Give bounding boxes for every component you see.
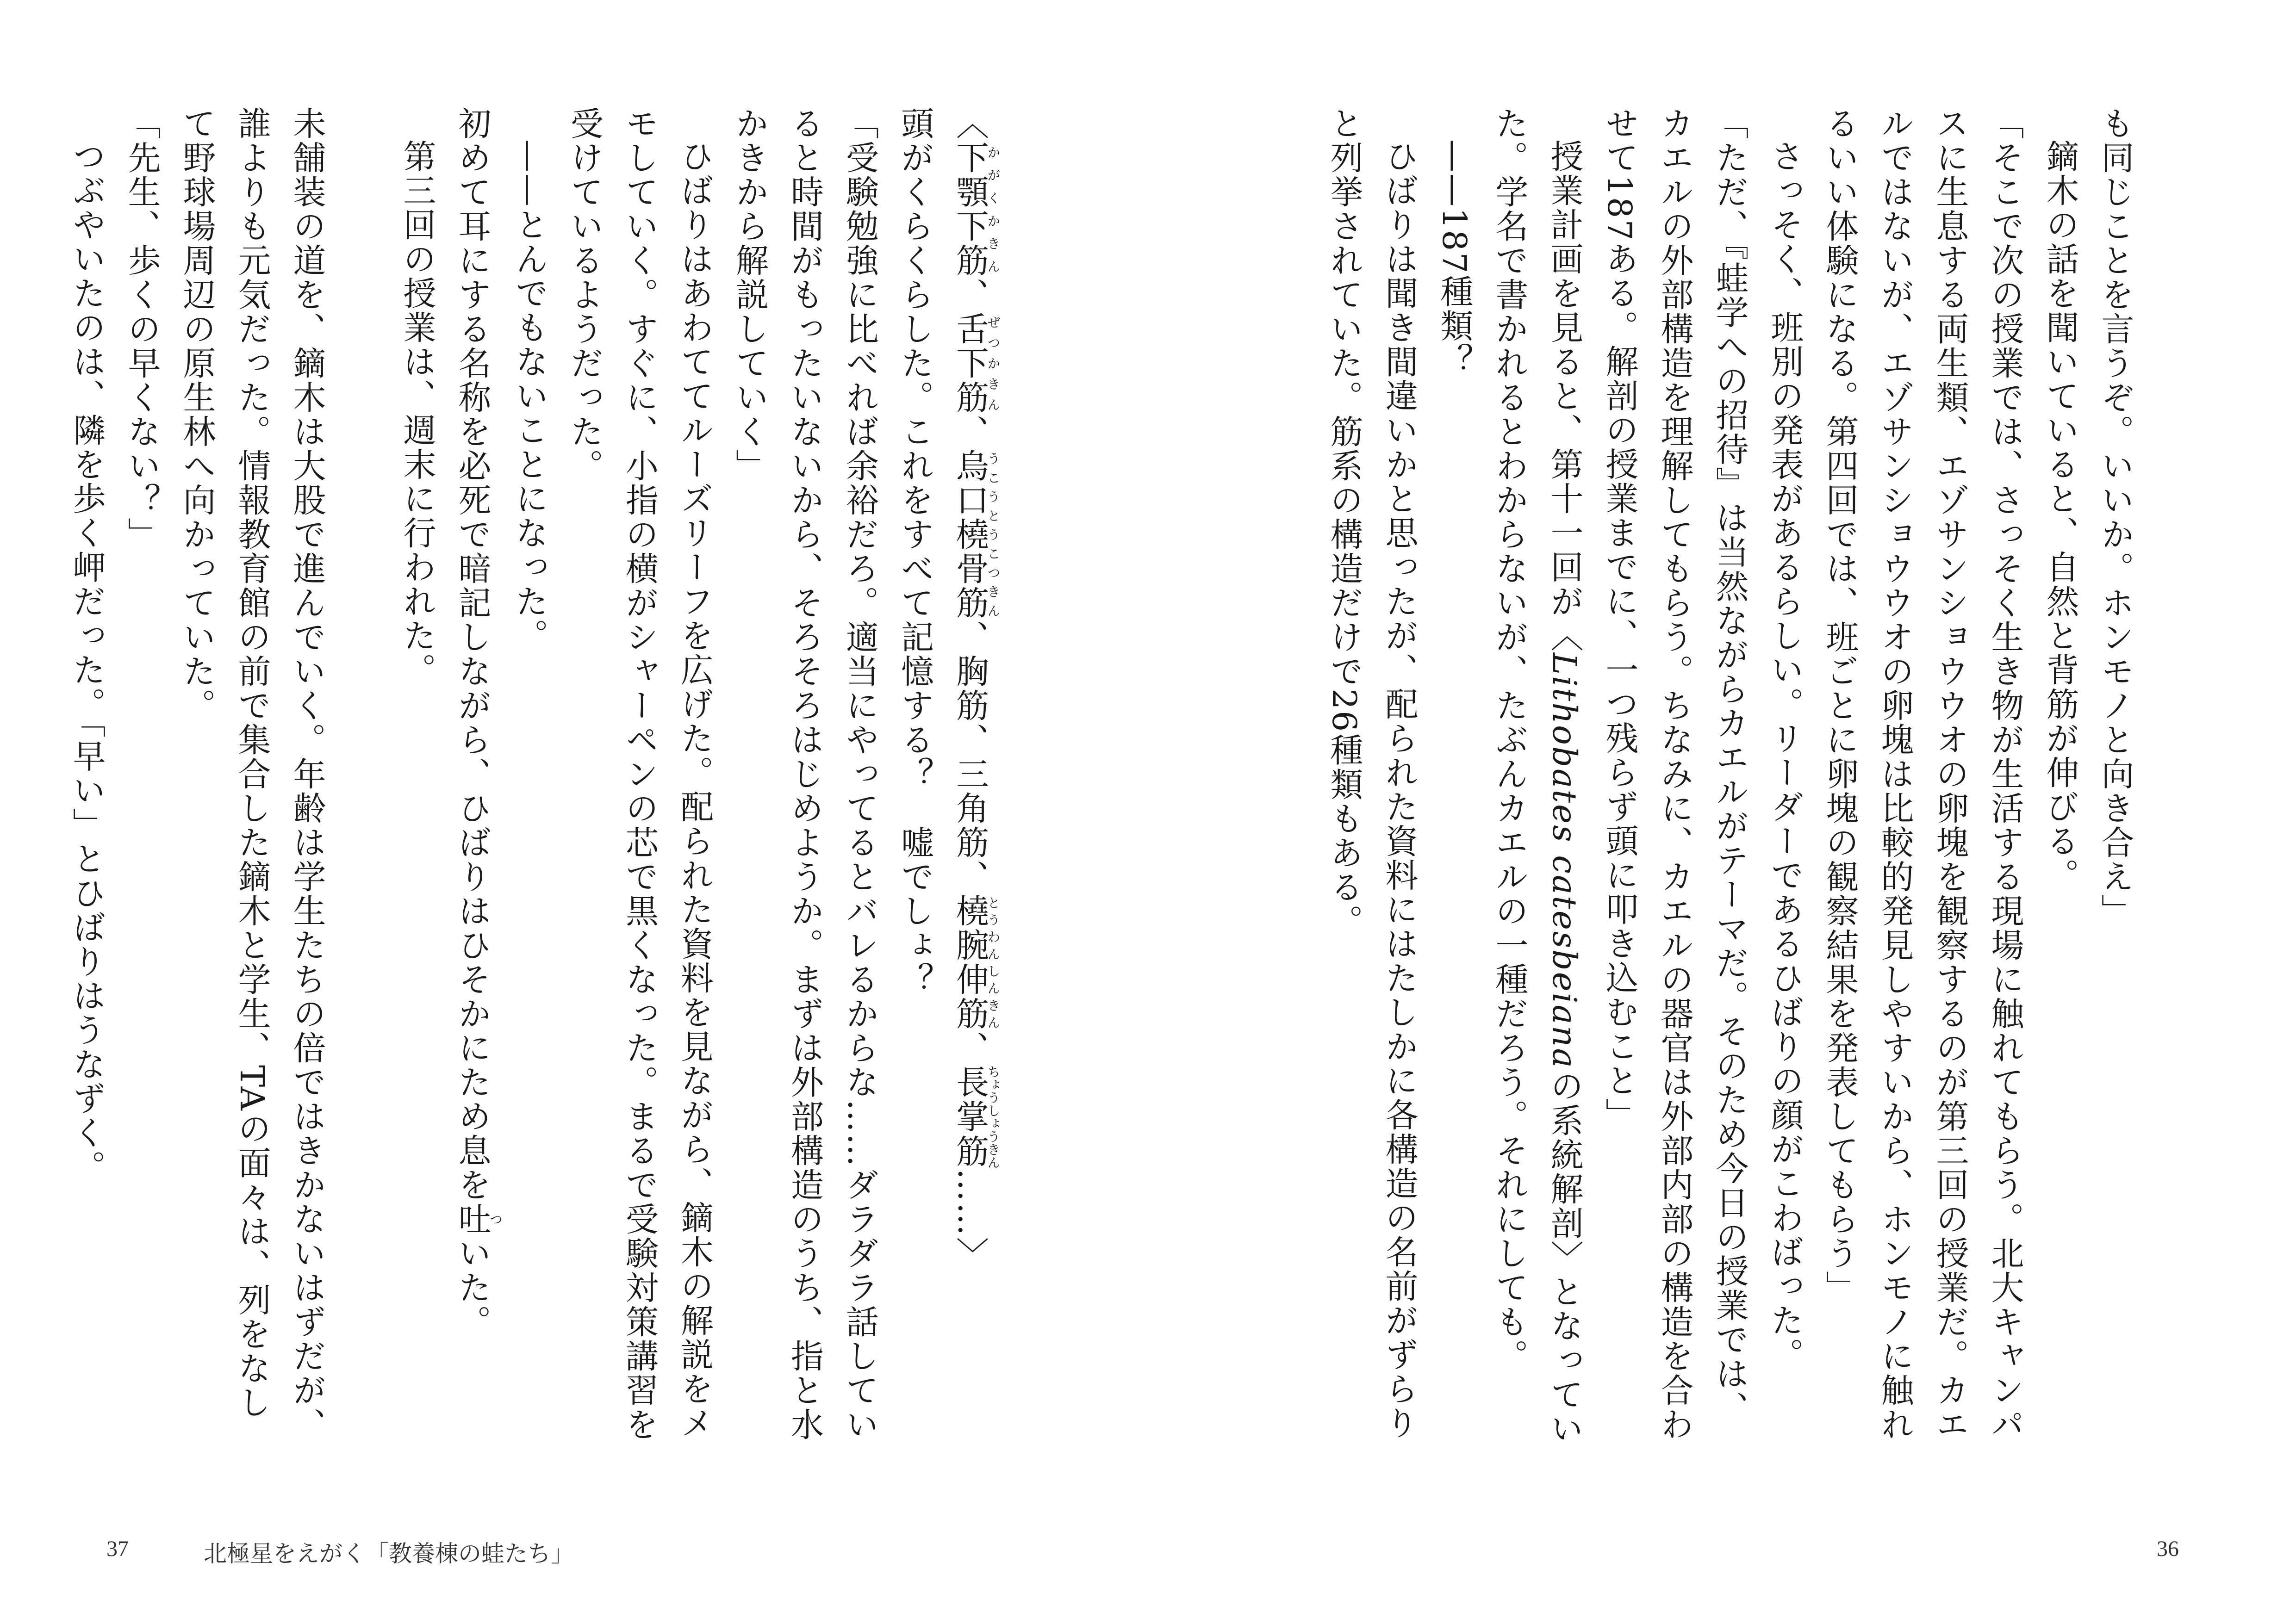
paragraph: 第三回の授業は、週末に行われた。	[398, 139, 436, 687]
paragraph: も同じことを言うぞ。いいか。ホンモノと向き合え」	[2096, 106, 2134, 928]
paragraph: ——187種類？	[1435, 139, 1474, 378]
paragraph: 鏑木の話を聞いていると、自然と背筋が伸びる。	[2041, 139, 2079, 893]
muscle-term: 舌下筋ぜつかきん	[951, 312, 1001, 415]
paragraph: 「ただ、『蛙学への招待』は当然ながらカエルがテーマだ。そのため今日の授業では、カエルの外部構造を理解してもらう。ちなみに、カエルの器官は外部内部の構造を合わせて187ある。解剖の授業までに、一つ残らず頭に叩き込むこと」	[1600, 106, 1749, 1442]
muscle-list: 〈下顎下筋かがくかきん、舌下筋ぜつかきん、烏口橈骨筋うこうとうこつきん、胸筋、三角筋、橈腕伸筋とうわんしんきん、長掌筋ちょうしょうきん……〉	[951, 106, 1001, 1271]
paragraph: 未舗装の道を、鏑木は大股で進んでいく。年齢は学生たちの倍ではきかないはずだが、誰よりも元気だった。情報教育館の前で集合した鏑木と学生、TAの面々は、列をなして野球場周辺の原生林へ向かっていた。	[178, 106, 326, 1442]
left-page	[68, 106, 1001, 1448]
muscle-term: 三角筋	[951, 757, 989, 860]
running-head: 北極星をえがく「教養棟の蛙たち」	[204, 1540, 574, 1567]
paragraph: 初めて耳にする名称を必死で暗記しながら、ひばりはひそかにため息を吐ついた。	[453, 106, 503, 1339]
paragraph: ——とんでもないことになった。	[510, 139, 549, 653]
bracket-close: ……〉	[951, 1168, 989, 1271]
paragraph: さっそく、班別の発表があるらしい。リーダーであるひばりの顔がこわばった。	[1766, 139, 1804, 1372]
right-page-text	[1317, 106, 2143, 1448]
syllabus-rest: の系統解剖〉となっていた。学名で書かれるとわからないが、たぶんカエルの一種だろう。それにしても。	[1490, 106, 1584, 1446]
sigh-verb: 吐つ	[453, 1202, 503, 1236]
muscle-term: 烏口橈骨筋うこうとうこつきん	[951, 449, 1001, 620]
paragraph: 「先生、歩くの早くない？」	[123, 106, 161, 552]
paragraph: 「そこで次の授業では、さっそく生き物が生活する現場に触れてもらう。北大キャンパスに生息する両生類、エゾサンショウウオの卵塊を観察するのが第三回の授業だ。カエルではないが、エゾサンショウウオの卵塊は比較的発見しやすいから、ホンモノに触れるいい体験になる。第四回では、班ごとに卵塊の観察結果を発表してもらう」	[1821, 106, 2024, 1442]
paragraph: つぶやいたのは、隣を歩く岬だった。「早い」とひばりはうなずく。	[68, 139, 106, 1184]
page-number-left: 37	[106, 1537, 129, 1561]
muscle-term: 長掌筋ちょうしょうきん	[951, 1065, 1001, 1169]
right-page	[1240, 106, 2143, 1448]
bracket-open: 〈	[951, 106, 989, 141]
page-number-right: 36	[2157, 1537, 2179, 1561]
paragraph: 「受験勉強に比べれば余裕だろ。適当にやってるとバレるからな……ダラダラ話していると時間がもったいないから、そろそろはじめようか。まずは外部構造のうち、指と水かきから解説していく」	[730, 106, 879, 1442]
syllabus-lead: 授業計画を見ると、第十一回が〈	[1545, 139, 1584, 653]
muscle-term: 胸筋	[951, 654, 989, 723]
muscle-term: 橈腕伸筋とうわんしんきん	[951, 894, 1001, 1031]
syllabus-paragraph	[1482, 106, 1592, 1448]
paragraph: ひばりはあわててルーズリーフを広げた。配られた資料を見ながら、鏑木の解説をメモしていく。すぐに、小指の横がシャーペンの芯で黒くなった。まるで受験対策講習を受けているようだった。	[565, 106, 714, 1442]
left-page-text	[59, 106, 1000, 1448]
scientific-name: Lithobates catesbeiana	[1545, 653, 1584, 1069]
paragraph: ひばりは聞き間違いかと思ったが、配られた資料にはたしかに各構造の名前がずらりと列挙されていた。筋系の構造だけで26種類もある。	[1325, 106, 1419, 1440]
muscle-term: 下顎下筋かがくかきん	[951, 141, 1001, 278]
paragraph: 頭がくらくらした。これをすべて記憶する？ 嘘でしょ？	[896, 106, 934, 997]
